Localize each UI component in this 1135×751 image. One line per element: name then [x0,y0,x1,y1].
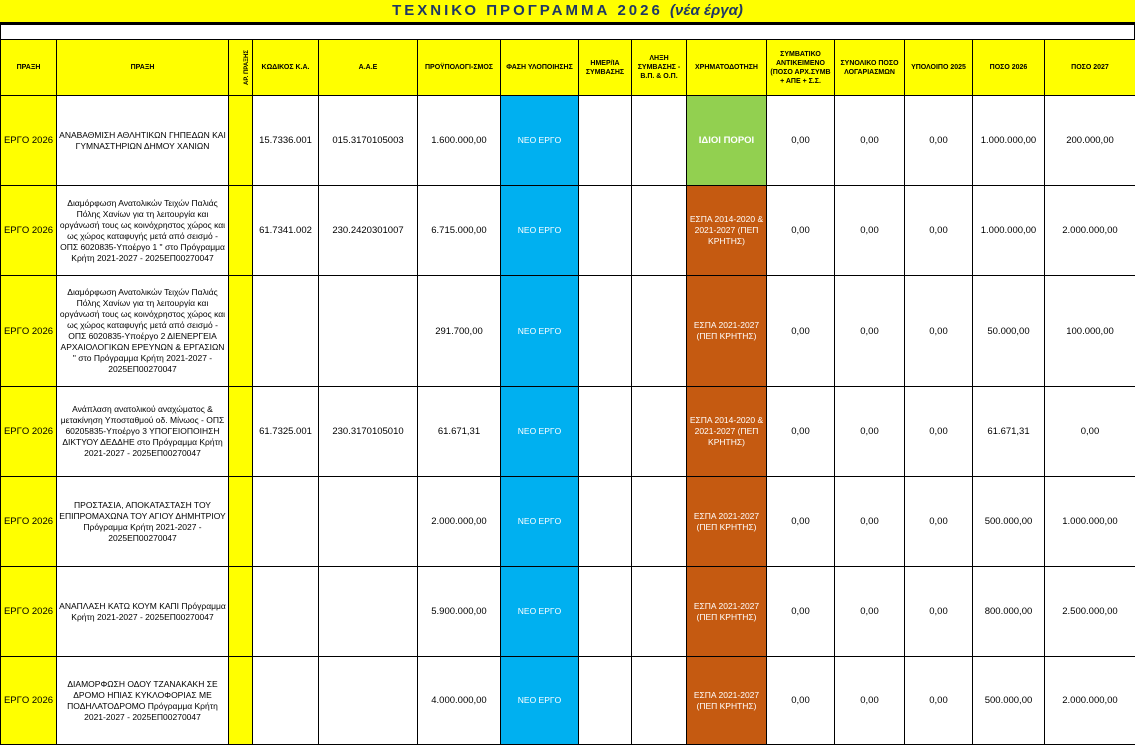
cell-symvatiko[interactable]: 0,00 [767,657,835,745]
cell-kodikos[interactable]: 61.7341.002 [253,186,319,276]
cell-fasi[interactable]: ΝΕΟ ΕΡΓΟ [501,477,579,567]
cell-ypoloipo[interactable]: 0,00 [905,387,973,477]
cell-lixi[interactable] [632,567,687,657]
table-row [1,276,1135,387]
cell-synoliko[interactable]: 0,00 [835,96,905,186]
cell-fasi[interactable]: ΝΕΟ ΕΡΓΟ [501,657,579,745]
cell-symvatiko[interactable]: 0,00 [767,477,835,567]
col-header-ar-praxis: ΑΡ. ΠΡΑΞΗΣ [229,40,253,96]
cell-ypoloipo[interactable]: 0,00 [905,657,973,745]
cell-xrimatodotisi[interactable]: ΕΣΠΑ 2014-2020 & 2021-2027 (ΠΕΠ ΚΡΗΤΗΣ) [687,186,767,276]
header-row [1,40,1135,96]
cell-imer-symvasis[interactable] [579,657,632,745]
cell-poso-2027[interactable]: 200.000,00 [1045,96,1135,186]
cell-ar-praxis[interactable] [229,567,253,657]
cell-poso-2026[interactable]: 1.000.000,00 [973,186,1045,276]
cell-synoliko[interactable]: 0,00 [835,567,905,657]
col-header-lixi: ΛΗΞΗ ΣΥΜΒΑΣΗΣ - Β.Π. & Ο.Π. [632,40,687,96]
cell-lixi[interactable] [632,276,687,387]
cell-desc[interactable]: ΔΙΑΜΟΡΦΩΣΗ ΟΔΟΥ ΤΖΑΝΑΚΑΚΗ ΣΕ ΔΡΟΜΟ ΗΠΙΑΣ ΚΥΚΛΟΦΟΡΙΑΣ ΜΕ ΠΟΔΗΛΑΤΟΔΡΟΜΟ Πρόγραμμα Κρήτη 2021-2027 - 2025ΕΠ00270047 [57,657,229,745]
cell-synoliko[interactable]: 0,00 [835,477,905,567]
cell-praxi[interactable]: ΕΡΓΟ 2026 [1,477,57,567]
cell-poso-2026[interactable]: 50.000,00 [973,276,1045,387]
table-row [1,477,1135,567]
cell-xrimatodotisi[interactable]: ΕΣΠΑ 2014-2020 & 2021-2027 (ΠΕΠ ΚΡΗΤΗΣ) [687,387,767,477]
cell-desc[interactable]: ΑΝΑΒΑΘΜΙΣΗ ΑΘΛΗΤΙΚΩΝ ΓΗΠΕΔΩΝ ΚΑΙ ΓΥΜΝΑΣΤΗΡΙΩΝ ΔΗΜΟΥ ΧΑΝΙΩΝ [57,96,229,186]
cell-praxi[interactable]: ΕΡΓΟ 2026 [1,657,57,745]
cell-fasi[interactable]: ΝΕΟ ΕΡΓΟ [501,276,579,387]
cell-synoliko[interactable]: 0,00 [835,186,905,276]
cell-imer-symvasis[interactable] [579,477,632,567]
table-row [1,387,1135,477]
cell-ar-praxis[interactable] [229,387,253,477]
cell-desc[interactable]: Διαμόρφωση Ανατολικών Τειχών Παλιάς Πόλης Χανίων για τη λειτουργία και οργάνωσή τους ως κοινόχρηστος χώρος και ως χώρος καταφυγής μετά από σεισμό - ΟΠΣ 6020835-Υποέργο 1 " στο Πρόγραμμα Κρήτη 2021-2027 - 2025ΕΠ00270047 [57,186,229,276]
cell-ypoloipo[interactable]: 0,00 [905,186,973,276]
col-header-kodikos: ΚΩΔΙΚΟΣ Κ.Α. [253,40,319,96]
cell-imer-symvasis[interactable] [579,276,632,387]
cell-poso-2026[interactable]: 800.000,00 [973,567,1045,657]
cell-ae[interactable]: 230.3170105010 [319,387,418,477]
cell-ypoloipo[interactable]: 0,00 [905,567,973,657]
cell-ae[interactable] [319,657,418,745]
col-header-ae: Α.Α.Ε [319,40,418,96]
col-header-poso-2027: ΠΟΣΟ 2027 [1045,40,1135,96]
cell-lixi[interactable] [632,186,687,276]
col-header-praxi-desc: ΠΡΑΞΗ [57,40,229,96]
cell-ar-praxis[interactable] [229,657,253,745]
cell-ar-praxis[interactable] [229,96,253,186]
col-header-symvatiko: ΣΥΜΒΑΤΙΚΟ ΑΝΤΙΚΕΙΜΕΝΟ (ΠΟΣΟ ΑΡΧ.ΣΥΜΒ + ΑΠΕ + Σ.Σ. [767,40,835,96]
cell-imer-symvasis[interactable] [579,96,632,186]
cell-ar-praxis[interactable] [229,186,253,276]
cell-fasi[interactable]: ΝΕΟ ΕΡΓΟ [501,567,579,657]
cell-kodikos[interactable] [253,477,319,567]
cell-proypologismos[interactable]: 5.900.000,00 [418,567,501,657]
cell-poso-2026[interactable]: 61.671,31 [973,387,1045,477]
cell-desc[interactable]: Ανάπλαση ανατολικού αναχώματος & μετακίνηση Υποσταθμού οδ. Μίνωος - ΟΠΣ 60205835-Υποέργο 3 ΥΠΟΓΕΙΟΠΟΙΗΣΗ ΔΙΚΤΥΟΥ ΔΕΔΔΗΕ στο Πρόγραμμα Κρήτη 2021-2027 - 2025ΕΠ00270047 [57,387,229,477]
cell-praxi[interactable]: ΕΡΓΟ 2026 [1,96,57,186]
cell-lixi[interactable] [632,387,687,477]
cell-fasi[interactable]: ΝΕΟ ΕΡΓΟ [501,186,579,276]
cell-ae[interactable]: 015.3170105003 [319,96,418,186]
cell-xrimatodotisi[interactable]: ΕΣΠΑ 2021-2027 (ΠΕΠ ΚΡΗΤΗΣ) [687,567,767,657]
cell-ypoloipo[interactable]: 0,00 [905,276,973,387]
cell-poso-2026[interactable]: 500.000,00 [973,477,1045,567]
cell-symvatiko[interactable]: 0,00 [767,186,835,276]
cell-lixi[interactable] [632,477,687,567]
cell-desc[interactable]: ΑΝΑΠΛΑΣΗ ΚΑΤΩ ΚΟΥΜ ΚΑΠΙ Πρόγραμμα Κρήτη 2021-2027 - 2025ΕΠ00270047 [57,567,229,657]
cell-symvatiko[interactable]: 0,00 [767,96,835,186]
cell-imer-symvasis[interactable] [579,567,632,657]
cell-proypologismos[interactable]: 1.600.000,00 [418,96,501,186]
cell-xrimatodotisi[interactable]: ΕΣΠΑ 2021-2027 (ΠΕΠ ΚΡΗΤΗΣ) [687,477,767,567]
cell-proypologismos[interactable]: 2.000.000,00 [418,477,501,567]
cell-proypologismos[interactable]: 4.000.000,00 [418,657,501,745]
cell-ae[interactable] [319,567,418,657]
cell-symvatiko[interactable]: 0,00 [767,276,835,387]
cell-poso-2026[interactable]: 500.000,00 [973,657,1045,745]
cell-desc[interactable]: ΠΡΟΣΤΑΣΙΑ, ΑΠΟΚΑΤΑΣΤΑΣΗ ΤΟΥ ΕΠΙΠΡΟΜΑΧΩΝΑ ΤΟΥ ΑΓΙΟΥ ΔΗΜΗΤΡΙΟΥ Πρόγραμμα Κρήτη 2021-2027 - 2025ΕΠ00270047 [57,477,229,567]
cell-synoliko[interactable]: 0,00 [835,387,905,477]
cell-praxi[interactable]: ΕΡΓΟ 2026 [1,186,57,276]
cell-ae[interactable]: 230.2420301007 [319,186,418,276]
cell-poso-2027[interactable]: 2.000.000,00 [1045,186,1135,276]
table-row [1,186,1135,276]
cell-proypologismos[interactable]: 291.700,00 [418,276,501,387]
col-header-imer-symvasis: ΗΜΕΡ/ΙΑ ΣΥΜΒΑΣΗΣ [579,40,632,96]
sheet-title [0,0,1135,24]
cell-poso-2027[interactable]: 2.500.000,00 [1045,567,1135,657]
cell-poso-2027[interactable]: 1.000.000,00 [1045,477,1135,567]
cell-kodikos[interactable] [253,567,319,657]
cell-symvatiko[interactable]: 0,00 [767,567,835,657]
cell-fasi[interactable]: ΝΕΟ ΕΡΓΟ [501,96,579,186]
col-header-fasi: ΦΑΣΗ ΥΛΟΠΟΙΗΣΗΣ [501,40,579,96]
col-header-proypologismos: ΠΡΟΫΠΟΛΟΓΙ-ΣΜΟΣ [418,40,501,96]
cell-poso-2027[interactable]: 0,00 [1045,387,1135,477]
cell-poso-2027[interactable]: 100.000,00 [1045,276,1135,387]
cell-ae[interactable] [319,477,418,567]
cell-praxi[interactable]: ΕΡΓΟ 2026 [1,387,57,477]
col-header-praxi: ΠΡΑΞΗ [1,40,57,96]
cell-proypologismos[interactable]: 61.671,31 [418,387,501,477]
col-header-synoliko: ΣΥΝΟΛΙΚΟ ΠΟΣΟ ΛΟΓΑΡΙΑΣΜΩΝ [835,40,905,96]
cell-synoliko[interactable]: 0,00 [835,657,905,745]
cell-poso-2027[interactable]: 2.000.000,00 [1045,657,1135,745]
cell-xrimatodotisi[interactable]: ΙΔΙΟΙ ΠΟΡΟΙ [687,96,767,186]
col-header-xrimatodotisi: ΧΡΗΜΑΤΟΔΟΤΗΣΗ [687,40,767,96]
cell-imer-symvasis[interactable] [579,387,632,477]
cell-synoliko[interactable]: 0,00 [835,276,905,387]
cell-ae[interactable] [319,276,418,387]
cell-kodikos[interactable]: 15.7336.001 [253,96,319,186]
cell-praxi[interactable]: ΕΡΓΟ 2026 [1,276,57,387]
cell-ar-praxis[interactable] [229,477,253,567]
cell-proypologismos[interactable]: 6.715.000,00 [418,186,501,276]
cell-ypoloipo[interactable]: 0,00 [905,477,973,567]
cell-imer-symvasis[interactable] [579,186,632,276]
cell-ar-praxis[interactable] [229,276,253,387]
cell-xrimatodotisi[interactable]: ΕΣΠΑ 2021-2027 (ΠΕΠ ΚΡΗΤΗΣ) [687,276,767,387]
cell-lixi[interactable] [632,96,687,186]
cell-xrimatodotisi[interactable]: ΕΣΠΑ 2021-2027 (ΠΕΠ ΚΡΗΤΗΣ) [687,657,767,745]
cell-praxi[interactable]: ΕΡΓΟ 2026 [1,567,57,657]
cell-symvatiko[interactable]: 0,00 [767,387,835,477]
cell-ypoloipo[interactable]: 0,00 [905,96,973,186]
table-row [1,657,1135,745]
cell-kodikos[interactable] [253,657,319,745]
col-header-ypoloipo: ΥΠΟΛΟΙΠΟ 2025 [905,40,973,96]
cell-fasi[interactable]: ΝΕΟ ΕΡΓΟ [501,387,579,477]
table-row [1,96,1135,186]
cell-desc[interactable]: Διαμόρφωση Ανατολικών Τειχών Παλιάς Πόλης Χανίων για τη λειτουργία και οργάνωσή τους ως κοινόχρηστος χώρος και ως χώρος καταφυγής μετά από σεισμό - ΟΠΣ 6020835-Υποέργο 2 ΔΙΕΝΕΡΓΕΙΑ ΑΡΧΑΙΟΛΟΓΙΚΩΝ ΕΡΕΥΝΩΝ & ΕΡΓΑΣΙΩΝ " στο Πρόγραμμα Κρήτη 2021-2027 - 2025ΕΠ00270047 [57,276,229,387]
col-header-poso-2026: ΠΟΣΟ 2026 [973,40,1045,96]
cell-kodikos[interactable] [253,276,319,387]
cell-lixi[interactable] [632,657,687,745]
cell-poso-2026[interactable]: 1.000.000,00 [973,96,1045,186]
title-main: ΤΕΧΝΙΚΟ ΠΡΟΓΡΑΜΜΑ 2026 [392,2,663,19]
cell-kodikos[interactable]: 61.7325.001 [253,387,319,477]
title-sub: (νέα έργα) [670,2,743,19]
projects-table [0,39,1135,745]
table-row [1,567,1135,657]
